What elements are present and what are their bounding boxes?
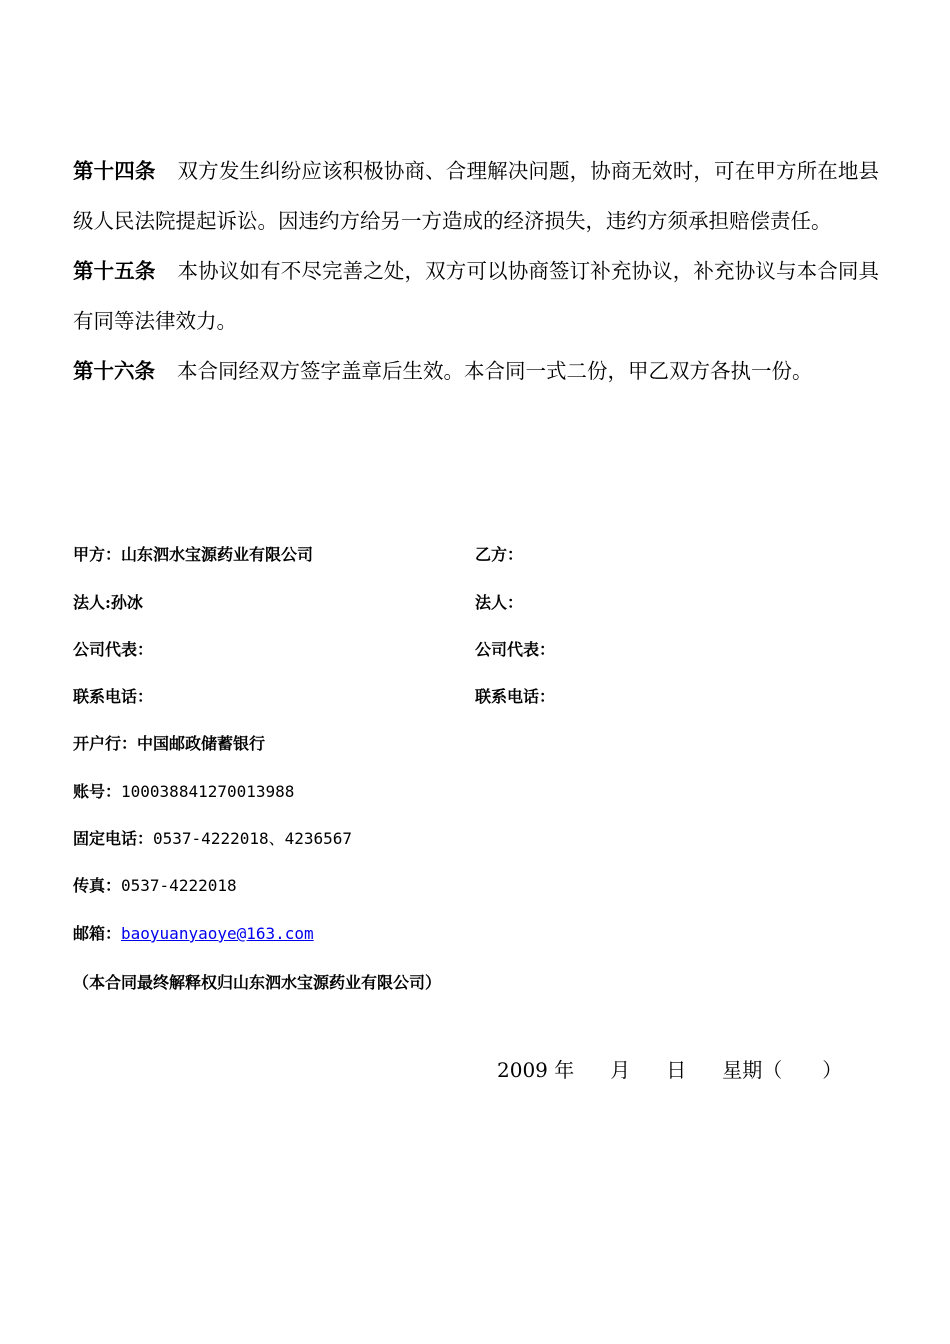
party-a-company-rep-label: 公司代表： [73,640,154,659]
contract-articles [73,146,879,396]
company-rep-row [73,637,893,660]
email-label: 邮箱： [73,924,122,943]
party-a-legal-rep: 孙冰 [110,593,143,612]
account-row [73,779,893,802]
article-text: 本合同经双方签字盖章后生效。本合同一式二份，甲乙双方各执一份。 [177,359,813,383]
date-day: 日 [666,1058,687,1082]
bank-name: 中国邮政储蓄银行 [137,734,266,753]
article-label: 第十五条 [73,259,156,283]
article-text: 本协议如有不尽完善之处，双方可以协商签订补充协议，补充协议与本合同具有同等法律效力。 [73,259,880,333]
article-text: 双方发生纠纷应该积极协商、合理解决问题，协商无效时，可在甲方所在地县级人民法院提起诉讼。因违约方给另一方造成的经济损失，违约方须承担赔偿责任。 [73,159,880,233]
fax-number: 0537-4222018 [121,876,237,895]
date-year: 2009 年 [497,1058,575,1082]
date-month: 月 [610,1058,631,1082]
account-label: 账号： [73,782,122,801]
account-number: 100038841270013988 [121,782,295,801]
article-16 [73,346,879,396]
fixed-phone-number: 0537-4222018、4236567 [153,829,353,848]
signing-date [497,1054,842,1083]
party-a-name: 山东泗水宝源药业有限公司 [121,545,314,564]
bank-label: 开户行： [73,734,138,753]
article-label: 第十四条 [73,159,156,183]
party-row [73,542,893,565]
fixed-phone-label: 固定电话： [73,829,154,848]
interpretation-note: （本合同最终解释权归山东泗水宝源药业有限公司） [73,973,442,992]
phone-row [73,684,893,707]
party-b-legal-rep-label: 法人： [475,593,524,612]
party-b-company-rep-label: 公司代表： [475,640,556,659]
party-a-label: 甲方： [73,545,122,564]
email-row [73,921,893,944]
fax-label: 传真： [73,876,122,895]
article-14 [73,146,879,246]
article-15 [73,246,879,346]
legal-rep-row [73,590,893,613]
date-weekday: 星期（ ） [722,1058,843,1082]
fixed-phone-row [73,826,893,849]
party-a-legal-rep-label: 法人: [73,593,111,612]
party-a-phone-label: 联系电话： [73,687,154,706]
fax-row [73,873,893,896]
article-label: 第十六条 [73,359,155,383]
party-b-label: 乙方： [475,545,524,564]
bank-row [73,731,893,754]
party-b-phone-label: 联系电话： [475,687,556,706]
email-link[interactable]: baoyuanyaoye@163.com [121,924,314,943]
